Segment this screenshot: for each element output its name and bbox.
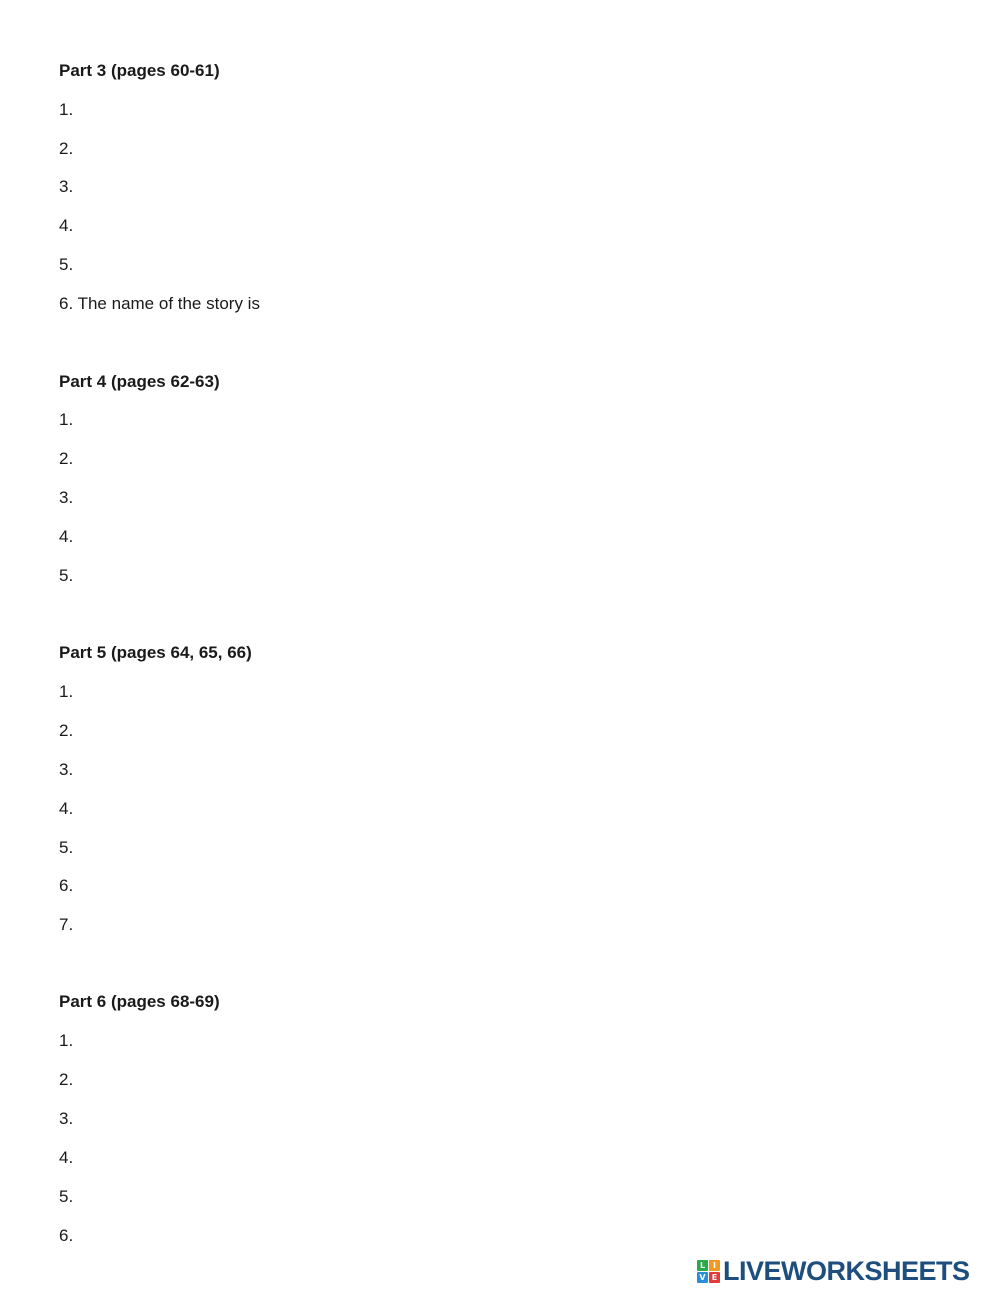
part-6-item-2: 2. bbox=[59, 1070, 74, 1089]
part-5-item-2: 2. bbox=[59, 721, 74, 740]
logo-tile-e: E bbox=[709, 1272, 720, 1283]
part-6-heading: Part 6 (pages 68-69) bbox=[59, 992, 220, 1011]
part-3-heading: Part 3 (pages 60-61) bbox=[59, 61, 220, 80]
part-4-item-4: 4. bbox=[59, 527, 74, 546]
part-4-item-2: 2. bbox=[59, 449, 74, 468]
part-3-item-4: 4. bbox=[59, 216, 74, 235]
part-4-item-1: 1. bbox=[59, 410, 74, 429]
part-6-item-1: 1. bbox=[59, 1031, 74, 1050]
part-5-item-6: 6. bbox=[59, 876, 74, 895]
part-3-item-3: 3. bbox=[59, 177, 74, 196]
part-6-item-6: 6. bbox=[59, 1226, 74, 1245]
logo-tile-l: L bbox=[697, 1260, 708, 1271]
part-3-item-6: 6. The name of the story is bbox=[59, 294, 260, 313]
logo-tile-i: I bbox=[709, 1260, 720, 1271]
part-4-heading: Part 4 (pages 62-63) bbox=[59, 372, 220, 391]
part-6-item-5: 5. bbox=[59, 1187, 74, 1206]
part-6-item-4: 4. bbox=[59, 1148, 74, 1167]
part-6-item-3: 3. bbox=[59, 1109, 74, 1128]
part-5-item-3: 3. bbox=[59, 760, 74, 779]
part-5-item-7: 7. bbox=[59, 915, 74, 934]
liveworksheets-logo-icon bbox=[697, 1260, 720, 1283]
liveworksheets-logo bbox=[697, 1257, 970, 1285]
part-5-item-1: 1. bbox=[59, 682, 74, 701]
logo-wordmark: LIVEWORKSHEETS bbox=[723, 1256, 970, 1286]
part-4-item-5: 5. bbox=[59, 566, 74, 585]
part-5-item-5: 5. bbox=[59, 838, 74, 857]
part-4-item-3: 3. bbox=[59, 488, 74, 507]
part-3-item-2: 2. bbox=[59, 139, 74, 158]
part-5-heading: Part 5 (pages 64, 65, 66) bbox=[59, 643, 252, 662]
part-5-item-4: 4. bbox=[59, 799, 74, 818]
part-3-item-5: 5. bbox=[59, 255, 74, 274]
part-3-item-1: 1. bbox=[59, 100, 74, 119]
logo-tile-v: V bbox=[697, 1272, 708, 1283]
